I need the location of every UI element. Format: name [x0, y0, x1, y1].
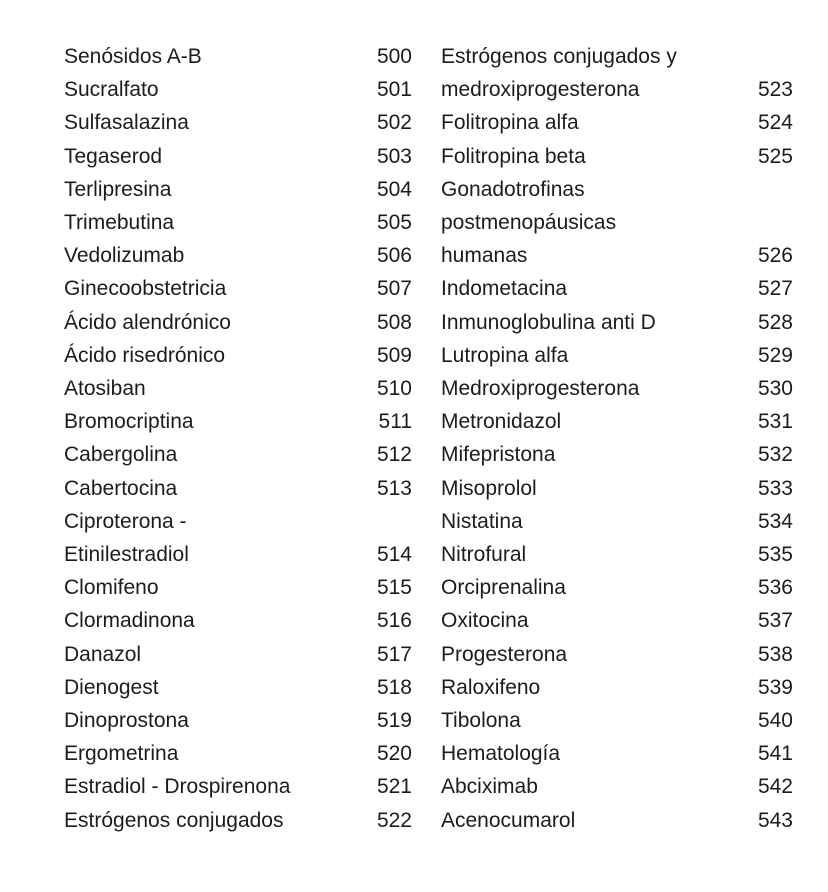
- entry-name: [441, 505, 523, 538]
- entry-name-line: Metronidazol: [441, 410, 562, 434]
- index-column-left: [64, 40, 416, 837]
- entry-name-line: Folitropina beta: [441, 144, 586, 168]
- entry-name-line: Ciproterona -: [64, 509, 187, 533]
- entry-name: [441, 538, 526, 571]
- entry-name-line: Folitropina alfa: [441, 111, 579, 135]
- entry-name-line: Terlipresina: [64, 177, 172, 201]
- index-entry: [441, 106, 793, 139]
- entry-name: [64, 339, 225, 372]
- entry-name: [441, 638, 567, 671]
- index-entry: [64, 704, 416, 737]
- entry-name-line: Clomifeno: [64, 576, 159, 600]
- entry-name-line: Vedolizumab: [64, 244, 185, 268]
- index-entry: [441, 272, 793, 305]
- entry-page-number: 541: [757, 742, 793, 766]
- entry-name-line: Mifepristona: [441, 443, 556, 467]
- entry-name: [441, 405, 561, 438]
- entry-page-number: 539: [757, 675, 793, 699]
- index-entry: [441, 140, 793, 173]
- entry-name: [64, 770, 290, 803]
- entry-name-line: Ácido alendrónico: [64, 310, 231, 334]
- index-entry: [441, 704, 793, 737]
- entry-page-number: 542: [757, 775, 793, 799]
- entry-name: [64, 272, 226, 305]
- entry-name-line: Lutropina alfa: [441, 343, 569, 367]
- index-entry: [441, 372, 793, 405]
- entry-page-number: 515: [376, 576, 412, 600]
- entry-page-number: 526: [757, 244, 793, 268]
- index-entry: [64, 604, 416, 637]
- index-entry: [64, 173, 416, 206]
- entry-name-line: Cabertocina: [64, 476, 178, 500]
- entry-page-number: 502: [376, 111, 412, 135]
- entry-name: [441, 140, 586, 173]
- entry-name-line: Cabergolina: [64, 443, 178, 467]
- entry-name-line: humanas: [441, 244, 528, 268]
- index-entry: [64, 638, 416, 671]
- entry-name-line: Atosiban: [64, 377, 146, 401]
- index-entry: [441, 505, 793, 538]
- entry-page-number: 533: [757, 476, 793, 500]
- index-entry: [441, 339, 793, 372]
- entry-page-number: 528: [757, 310, 793, 334]
- index-entry: [64, 737, 416, 770]
- entry-name-line: Oxitocina: [441, 609, 529, 633]
- entry-name: [441, 770, 538, 803]
- entry-page-number: 520: [376, 742, 412, 766]
- entry-page-number: 507: [376, 277, 412, 301]
- entry-name-line: Bromocriptina: [64, 410, 194, 434]
- entry-name-line: Tibolona: [441, 709, 521, 733]
- entry-name: [64, 638, 141, 671]
- index-entry: [64, 770, 416, 803]
- index-entry: [441, 306, 793, 339]
- entry-page-number: 501: [376, 78, 412, 102]
- entry-page-number: 504: [376, 177, 412, 201]
- index-entry: [64, 73, 416, 106]
- index-entry: [441, 40, 793, 106]
- index-entry: [64, 339, 416, 372]
- entry-page-number: 517: [376, 642, 412, 666]
- entry-name: [441, 372, 639, 405]
- entry-name: [441, 40, 677, 106]
- entry-page-number: 524: [757, 111, 793, 135]
- entry-name: [64, 372, 146, 405]
- entry-page-number: 538: [757, 642, 793, 666]
- index-entry: [441, 472, 793, 505]
- index-entry: [64, 405, 416, 438]
- entry-name: [441, 571, 566, 604]
- entry-name-line: Indometacina: [441, 277, 568, 301]
- index-entry: [64, 472, 416, 505]
- entry-page-number: 523: [757, 78, 793, 102]
- entry-name-line: Misoprolol: [441, 476, 537, 500]
- entry-name-line: Etinilestradiol: [64, 543, 189, 567]
- index-entry: [441, 438, 793, 471]
- index-entry: [441, 737, 793, 770]
- index-entry: [64, 239, 416, 272]
- entry-name-line: Orciprenalina: [441, 576, 566, 600]
- entry-name-line: Sulfasalazina: [64, 111, 189, 135]
- entry-page-number: 531: [757, 410, 793, 434]
- entry-name: [64, 438, 177, 471]
- index-entry: [441, 671, 793, 704]
- entry-name-line: Senósidos A-B: [64, 45, 202, 68]
- entry-name: [64, 704, 189, 737]
- entry-page-number: 514: [376, 543, 412, 567]
- entry-name: [64, 206, 174, 239]
- entry-name-line: Sucralfato: [64, 78, 159, 102]
- entry-name: [64, 571, 159, 604]
- entry-name: [64, 239, 184, 272]
- entry-name: [64, 405, 194, 438]
- entry-name: [441, 804, 575, 837]
- entry-name: [441, 671, 540, 704]
- entry-name-line: Dienogest: [64, 675, 159, 699]
- entry-name: [64, 106, 189, 139]
- index-entry: [64, 804, 416, 837]
- entry-name-line: medroxiprogesterona: [441, 78, 640, 102]
- entry-name: [441, 173, 616, 273]
- entry-page-number: 500: [376, 45, 412, 68]
- entry-name: [64, 737, 178, 770]
- entry-page-number: 508: [376, 310, 412, 334]
- entry-name: [441, 472, 537, 505]
- entry-page-number: 519: [376, 709, 412, 733]
- entry-page-number: 518: [376, 675, 412, 699]
- entry-page-number: 505: [376, 211, 412, 235]
- entry-page-number: 525: [757, 144, 793, 168]
- index-entry: [64, 372, 416, 405]
- index-column-right: [441, 40, 793, 837]
- index-entry: [441, 770, 793, 803]
- entry-page-number: 503: [376, 144, 412, 168]
- entry-name-line: Medroxiprogesterona: [441, 377, 640, 401]
- entry-name-line: Acenocumarol: [441, 808, 576, 832]
- entry-name: [64, 604, 195, 637]
- entry-page-number: 510: [376, 377, 412, 401]
- entry-name-line: Trimebutina: [64, 211, 175, 235]
- index-entry: [64, 40, 416, 73]
- entry-name: [64, 804, 284, 837]
- index-entry: [441, 571, 793, 604]
- entry-page-number: 512: [376, 443, 412, 467]
- entry-name-line: Ginecoobstetricia: [64, 277, 227, 301]
- index-entry: [441, 804, 793, 837]
- entry-page-number: 530: [757, 377, 793, 401]
- entry-page-number: 506: [376, 244, 412, 268]
- entry-name: [64, 671, 159, 704]
- entry-page-number: 540: [757, 709, 793, 733]
- entry-name: [441, 272, 567, 305]
- entry-name: [64, 140, 162, 173]
- index-entry: [441, 604, 793, 637]
- entry-page-number: 527: [757, 277, 793, 301]
- index-entry: [64, 206, 416, 239]
- index-entry: [64, 505, 416, 571]
- entry-name: [441, 737, 560, 770]
- entry-name-line: Ácido risedrónico: [64, 343, 226, 367]
- entry-name: [441, 106, 579, 139]
- entry-name: [64, 173, 171, 206]
- entry-name-line: Raloxifeno: [441, 675, 541, 699]
- entry-page-number: 516: [376, 609, 412, 633]
- entry-name: [64, 40, 202, 73]
- index-entry: [64, 438, 416, 471]
- entry-name-line: Danazol: [64, 642, 142, 666]
- entry-name-line: Estrógenos conjugados: [64, 808, 284, 832]
- entry-page-number: 522: [376, 808, 412, 832]
- entry-page-number: 537: [757, 609, 793, 633]
- index-entry: [441, 538, 793, 571]
- entry-name-line: Ergometrina: [64, 742, 179, 766]
- entry-page-number: 509: [376, 343, 412, 367]
- entry-page-number: 529: [757, 343, 793, 367]
- entry-name: [64, 505, 189, 571]
- entry-name-line: Nistatina: [441, 509, 523, 533]
- entry-page-number: 532: [757, 443, 793, 467]
- index-entry: [64, 571, 416, 604]
- entry-name-line: Hematología: [441, 742, 561, 766]
- entry-page-number: 521: [376, 775, 412, 799]
- entry-name-line: Dinoprostona: [64, 709, 189, 733]
- entry-name: [441, 339, 568, 372]
- entry-name-line: postmenopáusicas: [441, 211, 617, 235]
- entry-page-number: 511: [378, 410, 412, 434]
- entry-name: [441, 438, 555, 471]
- entry-page-number: 543: [757, 808, 793, 832]
- index-entry: [64, 140, 416, 173]
- index-entry: [64, 671, 416, 704]
- entry-name-line: Progesterona: [441, 642, 568, 666]
- index-entry: [441, 405, 793, 438]
- entry-name-line: Abciximab: [441, 775, 538, 799]
- entry-name: [441, 704, 521, 737]
- entry-page-number: 513: [376, 476, 412, 500]
- entry-name: [64, 472, 177, 505]
- entry-name: [441, 306, 656, 339]
- index-entry: [64, 272, 416, 305]
- entry-name-line: Gonadotrofinas: [441, 177, 585, 201]
- entry-page-number: 534: [757, 509, 793, 533]
- entry-name-line: Estradiol - Drospirenona: [64, 775, 291, 799]
- entry-page-number: 536: [757, 576, 793, 600]
- entry-name-line: Tegaserod: [64, 144, 163, 168]
- entry-name-line: Clormadinona: [64, 609, 195, 633]
- index-entry: [64, 106, 416, 139]
- index-entry: [441, 173, 793, 273]
- entry-name-line: Nitrofural: [441, 543, 527, 567]
- index-entry: [441, 638, 793, 671]
- entry-name: [64, 306, 231, 339]
- entry-name: [441, 604, 529, 637]
- entry-name-line: Estrógenos conjugados y: [441, 45, 677, 68]
- entry-name-line: Inmunoglobulina anti D: [441, 310, 656, 334]
- entry-name: [64, 73, 159, 106]
- entry-page-number: 535: [757, 543, 793, 567]
- index-entry: [64, 306, 416, 339]
